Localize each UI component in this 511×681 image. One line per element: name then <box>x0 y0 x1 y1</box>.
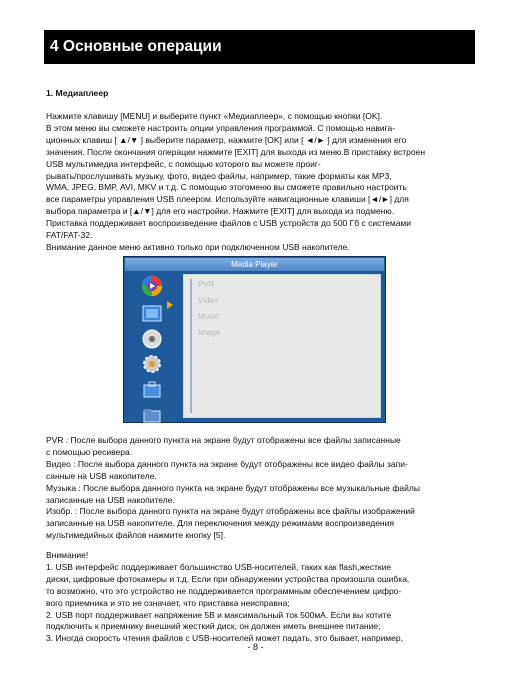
text-line: Видео : После выбора данного пункта на экране будут отображены все видео файлы запи- <box>46 458 408 469</box>
page-number: - 8 - <box>247 642 264 652</box>
selection-arrow-icon <box>167 301 173 309</box>
intro-paragraph <box>46 111 486 254</box>
tv-icon <box>140 303 164 325</box>
text-line: записанные на USB накопителе. <box>46 494 175 505</box>
text-line: рывать/прослушивать музыку, фото, видео файлы, например, такие форматы как MP3, <box>46 170 392 181</box>
text-line: записанные на USB накопителе. Для переключения между режимами воспроизведения <box>46 518 394 529</box>
text-line: подключить к приемнику внешний жесткий диск, он должен иметь внешнее питание; <box>46 621 381 632</box>
text-line: Приставка поддерживает воспроизведение файлов с USB устройств до 500 Гб с системами <box>46 218 412 229</box>
menu-item-pvr[interactable]: PVR <box>198 280 215 289</box>
text-line: диски, цифровые фотокамеры и т.д. Если при обнаружении устройства произошла ошибка, <box>46 573 410 584</box>
text-line: 3. Иногда скорость чтения файлов с USB-носителей может падать, это бывает, например, <box>46 633 403 644</box>
notes-paragraph <box>46 550 486 645</box>
disc-icon <box>140 328 164 350</box>
folder-icon <box>140 405 164 427</box>
text-line: значения. После окончания операции нажмите [EXIT] для выхода из меню.В приставку встроен <box>46 146 426 157</box>
text-line: 1. USB интерфейс поддерживает большинство USB-носителей, таких как flash,жесткие <box>46 561 392 572</box>
chapter-header <box>44 30 475 64</box>
text-line: выбора параметра и [▲/▼] для его настройки. Нажмите [EXIT] для выхода из подменю. <box>46 206 395 217</box>
media-player-menu <box>183 274 381 418</box>
text-line: то возможно, что это устройство не поддерживается программным обеспечением цифро- <box>46 585 402 596</box>
text-line: PVR : После выбора данного пункта на экране будут отображены все файлы записанные <box>46 435 401 445</box>
text-line: В этом меню вы сможете настроить опции управления программой. С помощью навига- <box>46 122 396 133</box>
text-line: Изобр. : После выбора данного пункта на экране будут отображены все файлы изображений <box>46 506 415 517</box>
text-line: Внимание! <box>46 550 89 560</box>
description-paragraph <box>46 435 486 542</box>
text-line: ционных клавиш [ ▲/▼ ] выберите параметр, нажмите [OK] или [ ◄/► ] для изменения его <box>46 134 407 145</box>
section-title: 1. Медиаплеер <box>46 88 109 98</box>
menu-item-music[interactable]: Music <box>198 312 219 321</box>
media-player-title: Media Player <box>125 258 384 271</box>
text-line: Музыка : После выбора данного пункта на экране будут отображены все музыкальные файлы <box>46 482 420 493</box>
text-line: Нажмите клавишу [MENU] и выберите пункт «Медиаплеер», с помощью кнопки [OK]. <box>46 111 383 121</box>
menu-divider <box>190 279 192 413</box>
chapter-title: 4 Основные операции <box>50 38 222 55</box>
text-line: вого приемника и это не означает, что приставка неисправна; <box>46 597 290 608</box>
text-line: Внимание данное меню активно только при подключенном USB накопителе. <box>46 241 350 252</box>
menu-item-video[interactable]: Video <box>198 296 219 305</box>
settings-gear-icon <box>140 353 164 375</box>
text-line: 2. USB порт поддерживает напряжение 5В и максимальный ток 500мА. Если вы хотите <box>46 609 392 620</box>
menu-item-image[interactable]: Image <box>198 328 221 337</box>
text-line: санные на USB накопителе. <box>46 470 157 481</box>
media-wheel-icon <box>140 275 164 297</box>
briefcase-icon <box>140 379 164 401</box>
text-line: WMA, JPEG, BMP, AVI, MKV и т.д. С помощью этогоменю вы сможете правильно настроить <box>46 182 407 193</box>
text-line: с помощью ресивера. <box>46 446 133 457</box>
text-line: USB мультимедиа интерфейс, с помощью которого вы можете проиг- <box>46 158 321 169</box>
media-player-screenshot <box>123 256 386 423</box>
text-line: FAT/FAT-32. <box>46 230 93 241</box>
text-line: мультимедийных файлов нажмите кнопку [5]. <box>46 530 226 541</box>
text-line: все параметры управления USB плеером. Используйте навигационные клавиши [◄/►] для <box>46 194 409 205</box>
media-player-icon-column <box>130 275 174 417</box>
